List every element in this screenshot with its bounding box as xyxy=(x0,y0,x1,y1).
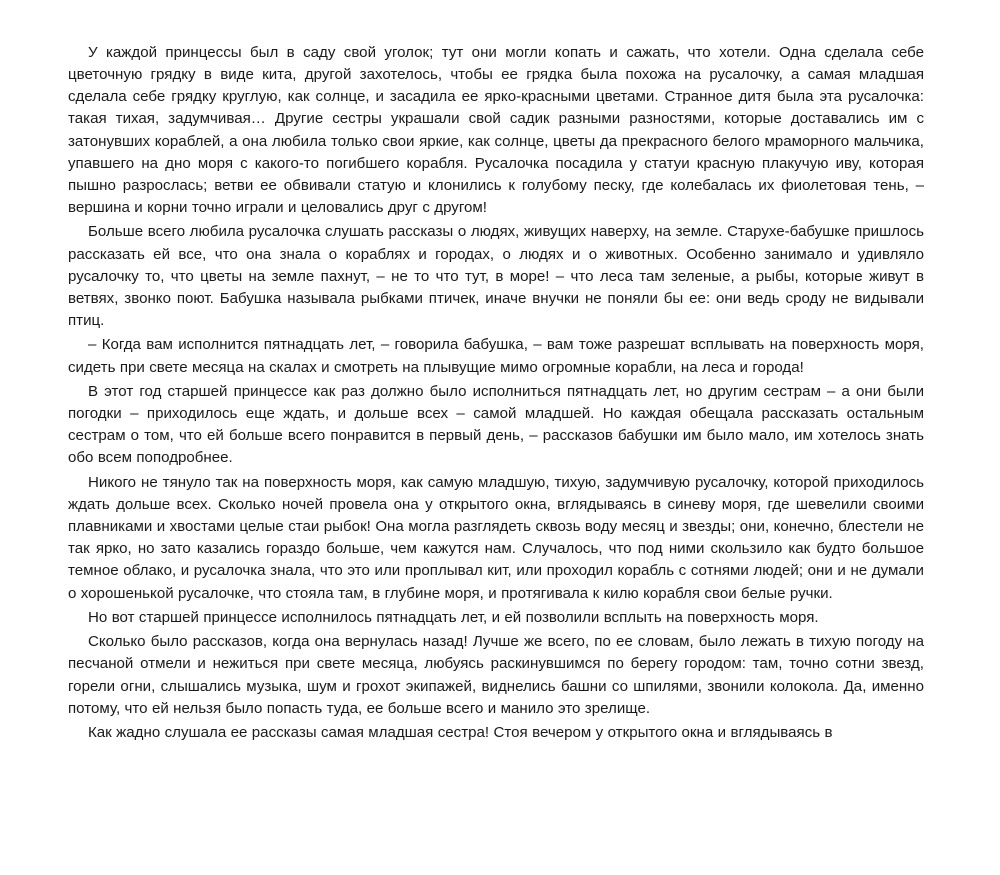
paragraph-6: Но вот старшей принцессе исполнилось пятнадцать лет, и ей позволили всплыть на поверхность моря. xyxy=(88,608,819,626)
paragraph-3: – Когда вам исполнится пятнадцать лет, – говорила бабушка, – вам тоже разрешат всплывать на поверхность моря, сидеть при свете месяца на скалах и смотреть на плывущие мимо огромные корабли, на леса и города! xyxy=(68,336,924,376)
document-page xyxy=(68,42,924,746)
paragraph-1: У каждой принцессы был в саду свой уголок; тут они могли копать и сажать, что хотели. Одна сделала себе цветочную грядку в виде кита, другой захотелось, чтобы ее грядка была похожа на русалочку, а самая младшая сделала себе грядку круглую, как солнце, и засадила ее ярко-красными цветами. Странное дитя была эта русалочка: такая тихая, задумчивая… Другие сестры украшали свой садик разными разностями, которые доставались им с затонувших кораблей, а она любила только свои яркие, как солнце, цветы да прекрасного белого мраморного мальчика, упавшего на дно моря с какого-то погибшего корабля. Русалочка посадила у статуи красную плакучую иву, которая пышно разрослась; ветви ее обвивали статую и клонились к голубому песку, где колебалась их фиолетовая тень, – вершина и корни точно играли и целовались друг с другом! xyxy=(68,44,924,217)
paragraph-7: Сколько было рассказов, когда она вернулась назад! Лучше же всего, по ее словам, было лежать в тихую погоду на песчаной отмели и нежиться при свете месяца, любуясь раскинувшимся по берегу городом: там, точно сотни звезд, горели огни, слышались музыка, шум и грохот экипажей, виднелись башни со шпилями, звонили колокола. Да, именно потому, что ей нельзя было попасть туда, ее больше всего и манило это зрелище. xyxy=(68,633,924,717)
paragraph-8: Как жадно слушала ее рассказы самая младшая сестра! Стоя вечером у открытого окна и вглядываясь в xyxy=(88,724,833,741)
paragraph-4: В этот год старшей принцессе как раз должно было исполниться пятнадцать лет, но другим сестрам – а они были погодки – приходилось еще ждать, и дольше всех – самой младшей. Но каждая обещала рассказать остальным сестрам о том, что ей больше всего понравится в первый день, – рассказов бабушки им было мало, им хотелось знать обо всем поподробнее. xyxy=(68,382,924,467)
paragraph-2: Больше всего любила русалочка слушать рассказы о людях, живущих наверху, на земле. Старухе-бабушке пришлось рассказать ей все, что она знала о кораблях и городах, о людях и о животных. Особенно занимало и удивляло русалочку то, что цветы на земле пахнут, – не то что тут, в море! – что леса там зеленые, а рыбы, которые живут в ветвях, звонко поют. Бабушка называла рыбками птичек, иначе внучки не поняли бы ее: они ведь сроду не видывали птиц. xyxy=(68,223,924,330)
paragraph-5: Никого не тянуло так на поверхность моря, как самую младшую, тихую, задумчивую русалочку, которой приходилось ждать дольше всех. Сколько ночей провела она у открытого окна, вглядываясь в синеву моря, где шевелили своими плавниками и хвостами целые стаи рыбок! Она могла разглядеть сквозь воду месяц и звезды; они, конечно, блестели не так ярко, но зато казались гораздо больше, чем кажутся нам. Случалось, что под ними скользило как будто большое темное облако, и русалочка знала, что это или проплывал кит, или проходил корабль с сотнями людей; они и не думали о хорошенькой русалочке, что стояла там, в глубине моря, и протягивала к килю корабля свои белые ручки. xyxy=(68,473,924,602)
